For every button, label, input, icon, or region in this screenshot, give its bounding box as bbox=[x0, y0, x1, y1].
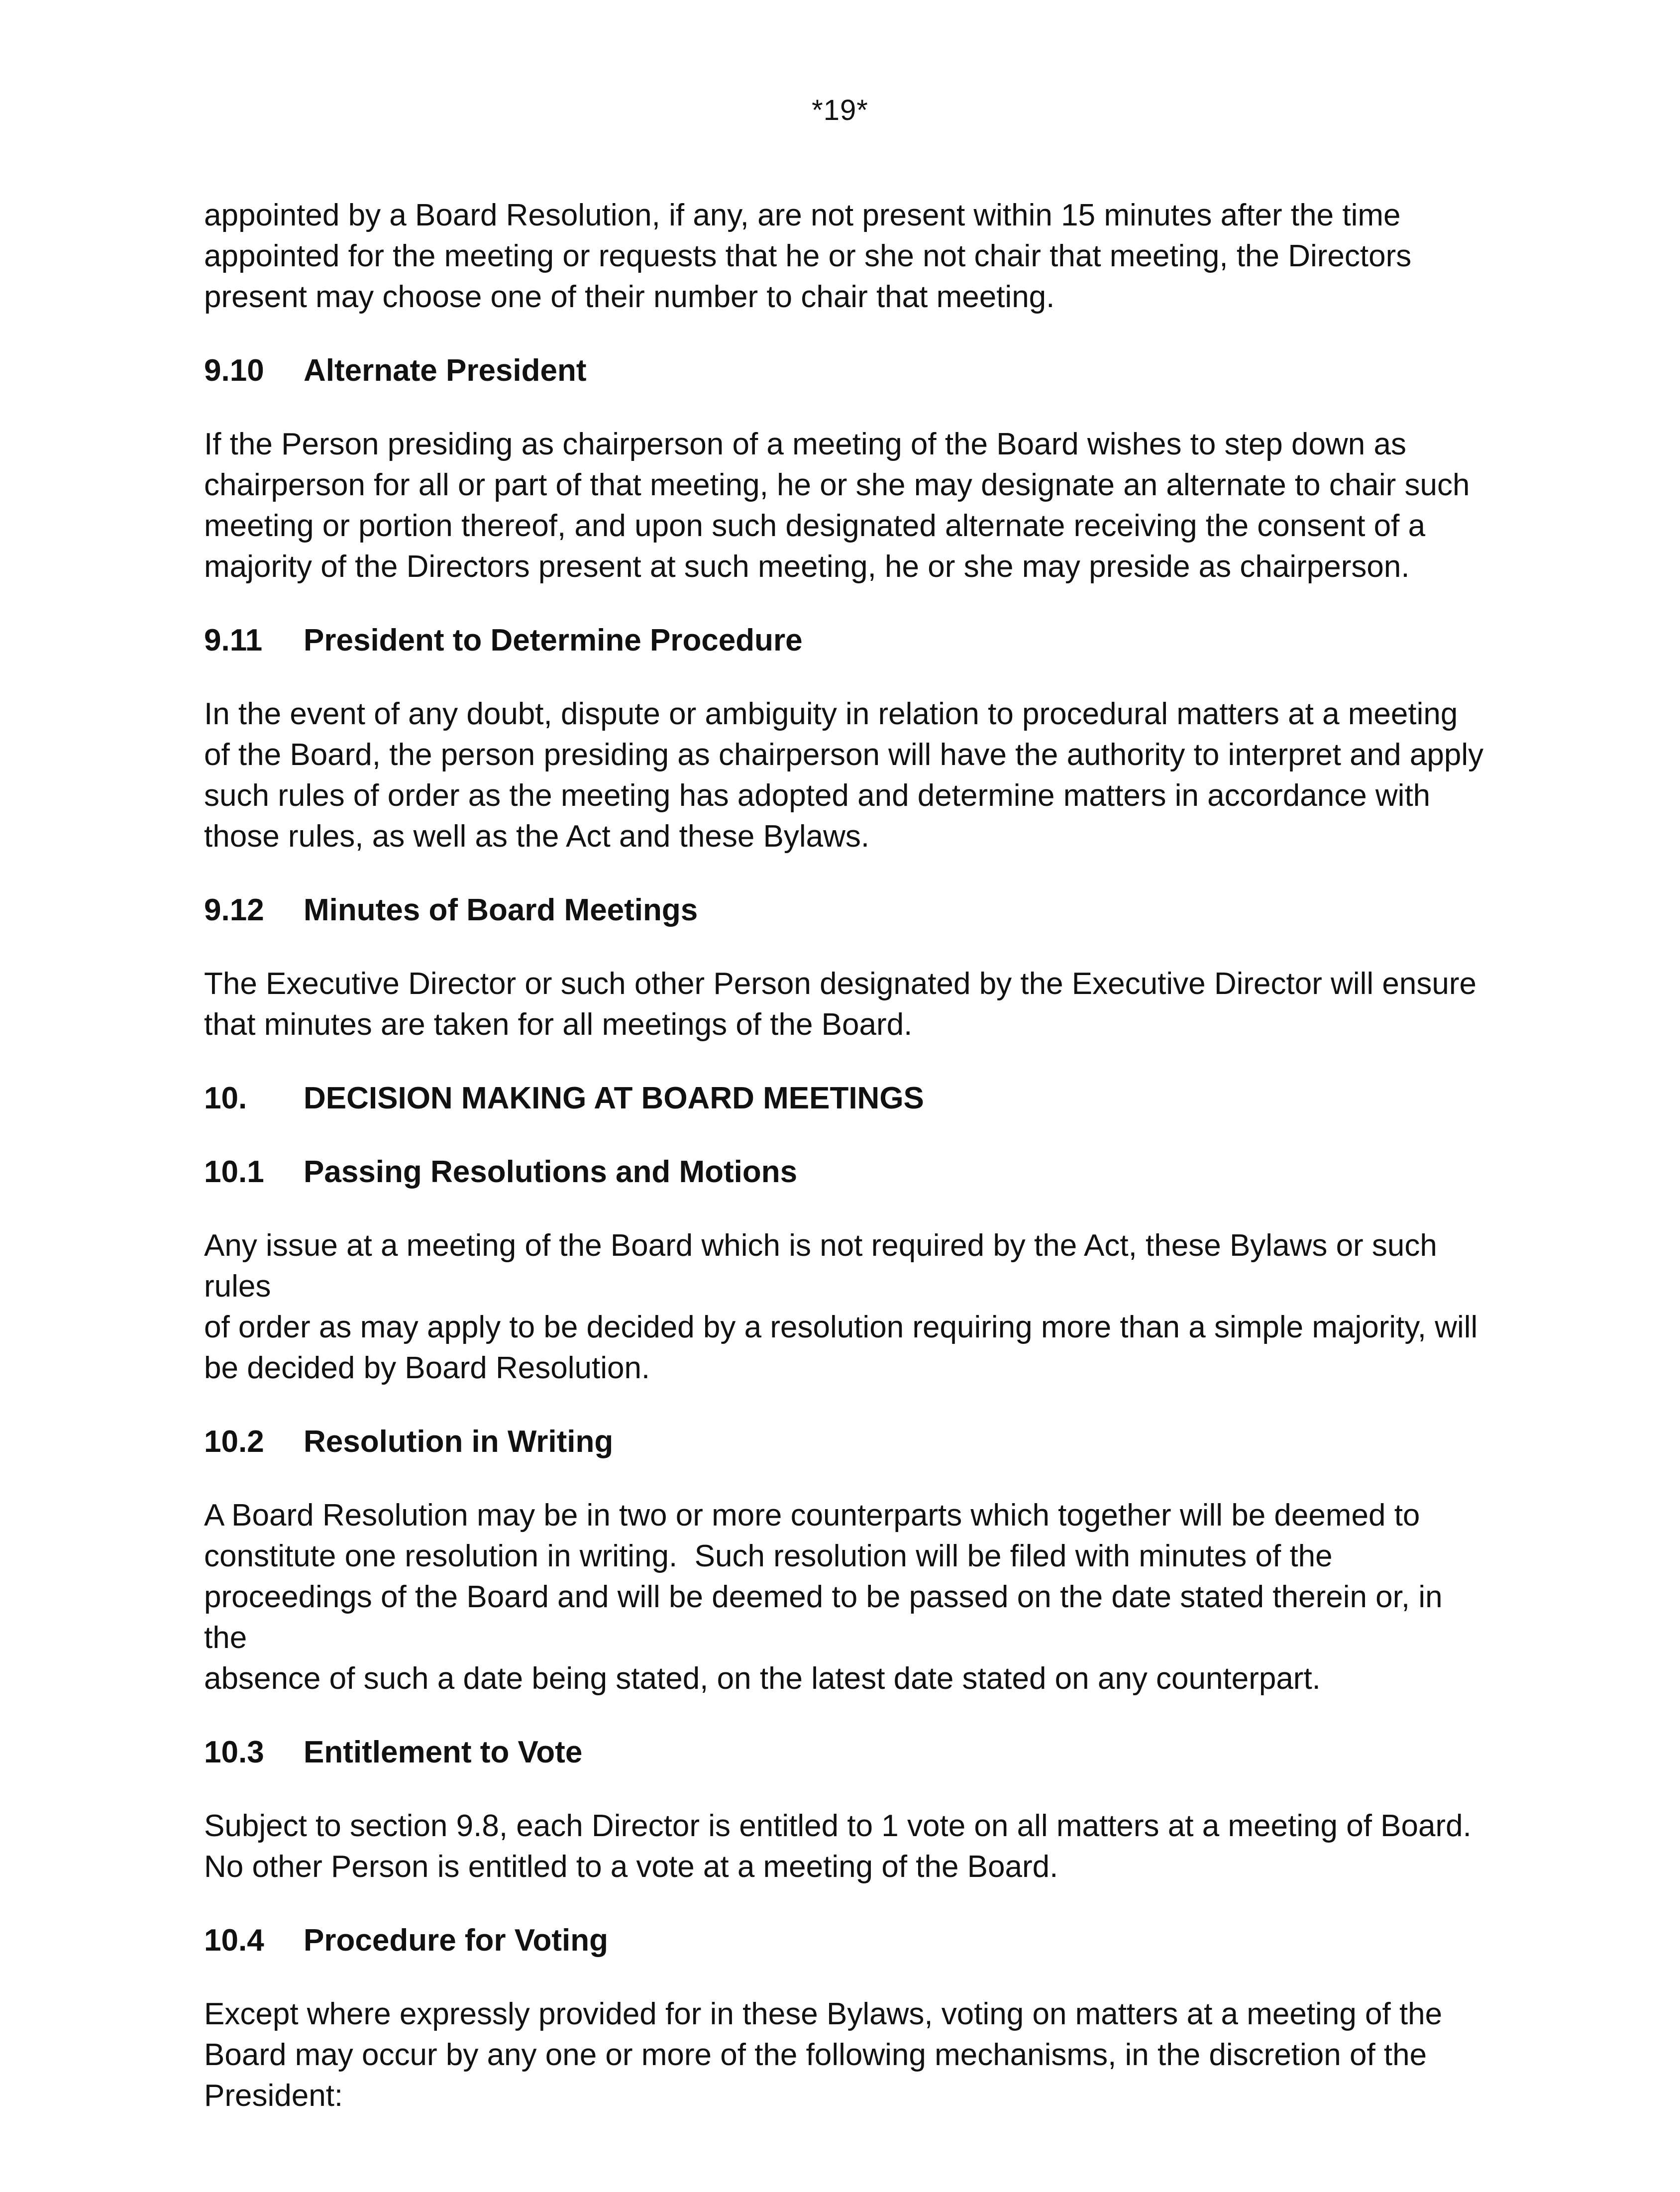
section-number: 10.2 bbox=[204, 1425, 264, 1459]
paragraph-9-9-continued bbox=[204, 195, 1488, 318]
section-number: 9.11 bbox=[204, 623, 263, 658]
section-title: DECISION MAKING AT BOARD MEETINGS bbox=[304, 1081, 924, 1115]
document-body bbox=[204, 195, 1488, 2116]
text-line: present may choose one of their number to chair that meeting. bbox=[204, 280, 1055, 314]
text-line: proceedings of the Board and will be deemed to be passed on the date stated therein or, in the bbox=[204, 1580, 1451, 1655]
section-heading-10 bbox=[204, 1078, 1488, 1119]
section-title: Minutes of Board Meetings bbox=[304, 893, 698, 927]
text-line: President: bbox=[204, 2079, 343, 2113]
text-line: No other Person is entitled to a vote at a meeting of the Board. bbox=[204, 1850, 1058, 1884]
section-number: 10.1 bbox=[204, 1155, 264, 1189]
section-heading-9-10 bbox=[204, 350, 1488, 391]
text-line: Except where expressly provided for in these Bylaws, voting on matters at a meeting of the bbox=[204, 1997, 1443, 2031]
text-line: appointed for the meeting or requests that he or she not chair that meeting, the Directors bbox=[204, 239, 1412, 273]
section-title: Procedure for Voting bbox=[304, 1923, 609, 1958]
section-heading-10-1 bbox=[204, 1152, 1488, 1193]
text-line: constitute one resolution in writing. Such resolution will be filed with minutes of the bbox=[204, 1539, 1333, 1573]
section-title: Entitlement to Vote bbox=[304, 1735, 583, 1769]
text-line: A Board Resolution may be in two or more counterparts which together will be deemed to bbox=[204, 1498, 1420, 1533]
text-line: Subject to section 9.8, each Director is entitled to 1 vote on all matters at a meeting of Board. bbox=[204, 1809, 1471, 1843]
section-heading-9-11 bbox=[204, 620, 1488, 661]
text-line: of the Board, the person presiding as chairperson will have the authority to interpret and apply bbox=[204, 738, 1484, 772]
text-line: absence of such a date being stated, on the latest date stated on any counterpart. bbox=[204, 1661, 1321, 1696]
section-number: 9.12 bbox=[204, 893, 264, 927]
page-number: *19* bbox=[812, 94, 868, 126]
section-number: 10.4 bbox=[204, 1923, 264, 1958]
text-line: such rules of order as the meeting has adopted and determine matters in accordance with bbox=[204, 778, 1431, 813]
text-line: appointed by a Board Resolution, if any, are not present within 15 minutes after the time bbox=[204, 198, 1401, 232]
text-line: chairperson for all or part of that meeting, he or she may designate an alternate to chair such bbox=[204, 468, 1470, 502]
text-line: majority of the Directors present at such meeting, he or she may preside as chairperson. bbox=[204, 549, 1410, 584]
section-heading-10-3 bbox=[204, 1732, 1488, 1773]
paragraph-10-1 bbox=[204, 1225, 1488, 1389]
paragraph-10-3 bbox=[204, 1806, 1488, 1887]
text-line: of order as may apply to be decided by a resolution requiring more than a simple majority, will bbox=[204, 1310, 1478, 1344]
text-line: Any issue at a meeting of the Board which is not required by the Act, these Bylaws or such rules bbox=[204, 1228, 1446, 1304]
paragraph-10-4 bbox=[204, 1994, 1488, 2116]
text-line: Board may occur by any one or more of the following mechanisms, in the discretion of the bbox=[204, 2038, 1427, 2072]
text-line: If the Person presiding as chairperson of a meeting of the Board wishes to step down as bbox=[204, 427, 1406, 461]
text-line: those rules, as well as the Act and these Bylaws. bbox=[204, 819, 870, 854]
section-number: 10.3 bbox=[204, 1735, 264, 1769]
text-line: be decided by Board Resolution. bbox=[204, 1351, 650, 1385]
text-line: that minutes are taken for all meetings of the Board. bbox=[204, 1007, 913, 1042]
paragraph-9-11 bbox=[204, 694, 1488, 857]
section-title: Alternate President bbox=[304, 353, 587, 388]
section-number: 10. bbox=[204, 1081, 247, 1115]
section-title: Passing Resolutions and Motions bbox=[304, 1155, 798, 1189]
paragraph-9-10 bbox=[204, 424, 1488, 587]
text-line: meeting or portion thereof, and upon such designated alternate receiving the consent of a bbox=[204, 509, 1426, 543]
paragraph-10-2 bbox=[204, 1495, 1488, 1699]
section-heading-10-4 bbox=[204, 1920, 1488, 1961]
section-title: President to Determine Procedure bbox=[304, 623, 803, 658]
paragraph-9-12 bbox=[204, 964, 1488, 1045]
text-line: In the event of any doubt, dispute or ambiguity in relation to procedural matters at a meeting bbox=[204, 697, 1458, 731]
section-number: 9.10 bbox=[204, 353, 264, 388]
section-title: Resolution in Writing bbox=[304, 1425, 614, 1459]
section-heading-10-2 bbox=[204, 1422, 1488, 1462]
text-line: The Executive Director or such other Person designated by the Executive Director will ensure bbox=[204, 967, 1476, 1001]
section-heading-9-12 bbox=[204, 890, 1488, 931]
